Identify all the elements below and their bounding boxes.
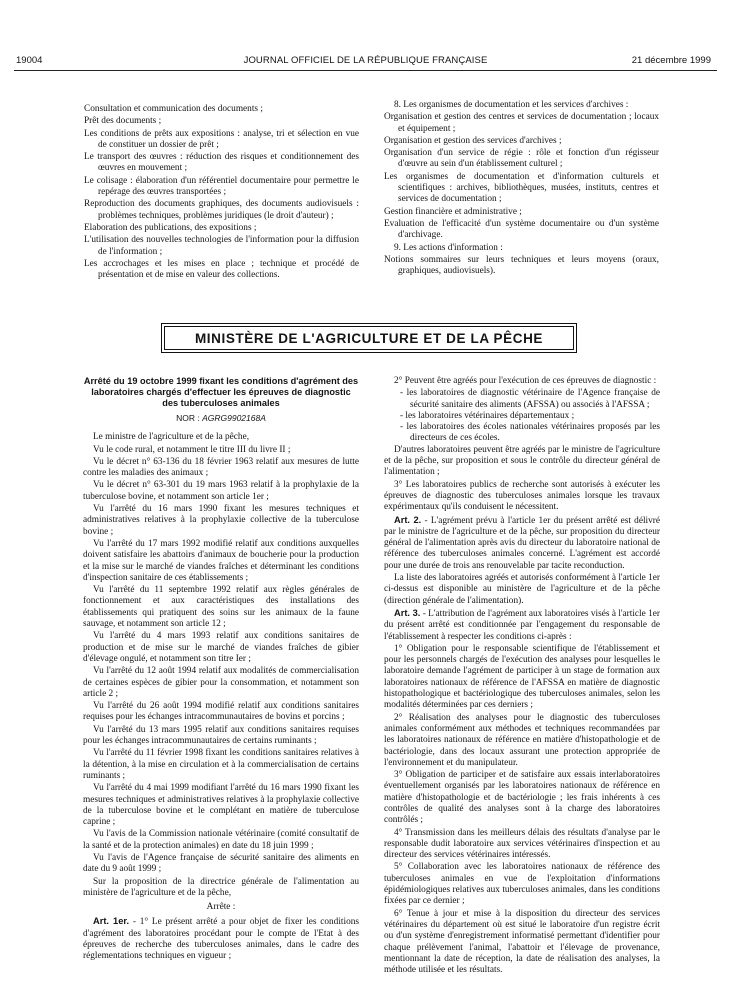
list-item: Notions sommaires sur leurs techniques et leurs moyens (oraux, graphiques, audiovisuels).: [384, 254, 659, 277]
arrete-left-column: [83, 376, 359, 964]
article-1-text: - 1° Le présent arrêté a pour objet de fixer les conditions d'agrément des laboratoires procédant pour le compte de l'Etat à des épreuves de recherche des tuberculoses animales, dans le cadre des réglementations techniques en vigueur ;: [83, 917, 359, 962]
visa: Vu l'arrêté du 11 février 1998 fixant les conditions sanitaires relatives à la détention, à la mise en circulation et à la commercialisation de certains ruminants ;: [83, 748, 359, 781]
header-rule: [14, 70, 717, 71]
article-3-text: - L'attribution de l'agrément aux laboratoires visés à l'article 1er du présent arrêté est conditionnée par l'engagement du responsable de l'établissement à respecter les conditions ci-après :: [384, 608, 660, 642]
list-item: Reproduction des documents graphiques, des documents audiovisuels : problèmes techniques, problèmes juridiques (le droit d'auteur) ;: [84, 199, 359, 221]
page-header: [14, 54, 717, 68]
visa: Vu l'arrêté du 11 septembre 1992 relatif aux règles générales de fonctionnement et aux caractéristiques des installations des établissements qui pratiquent des soins sur les animaux de la faune sauvage, et notamment son article 12 ;: [83, 585, 359, 630]
list-item: Evaluation de l'efficacité d'un système documentaire ou d'un système d'archivage.: [384, 218, 659, 241]
article-3: [384, 608, 660, 643]
list-item: Les accrochages et les mises en place ; technique et procédé de présentation et de mise en valeur des collections.: [84, 258, 359, 281]
visa: Vu l'arrêté du 26 août 1994 modifié relatif aux conditions sanitaires requises pour les échanges intracommunautaires de bovins et porcins ;: [83, 701, 359, 723]
article-1-paragraph: D'autres laboratoires peuvent être agréés par le ministre de l'agriculture et de la pêche, sur proposition et sous le contrôle du directeur général de l'alimentation ;: [384, 444, 660, 478]
ministry-title-box: [164, 326, 574, 350]
visa: Vu l'arrêté du 12 août 1994 relatif aux modalités de commercialisation de certaines espèces de gibier pour la consommation, et notamment son article 2 ;: [83, 666, 359, 699]
list-item: Le colisage : élaboration d'un référentiel documentaire pour permettre le repérage des œuvres transportées ;: [84, 175, 359, 198]
list-item: Gestion financière et administrative ;: [384, 206, 522, 217]
list-item: - les laboratoires de diagnostic vétérinaire de l'Agence française de sécurité sanitaire des aliments (AFSSA) ou associés à l'AFSSA ;: [400, 388, 660, 410]
list-item: - les laboratoires des écoles nationales vétérinaires proposés par les directeurs de ces écoles.: [400, 422, 660, 444]
visa: Vu l'arrêté du 4 mars 1993 relatif aux conditions sanitaires de production et de mise sur le marché de viandes fraîches de gibier d'élevage ongulé, et notamment son titre Ier ;: [83, 631, 359, 664]
list-item: Organisation et gestion des centres et services de documentation ; locaux et équipement ;: [384, 112, 659, 134]
top-right-column: [384, 100, 659, 278]
article-1: [83, 916, 359, 962]
list-item: 1° Obligation pour le responsable scientifique de l'établissement et pour les personnels chargés de l'exécution des analyses pour lesquelles le laboratoire demande l'agrément de participer à un stage de formation aux laboratoires nationaux de référence de l'AFSSA en matière de diagnostic histopathologique et bactériologique des tuberculoses animales, selon les modalités déterminées par ces derniers ;: [384, 643, 660, 711]
nor-label: NOR :: [176, 413, 203, 423]
visa: Vu le décret n° 63-301 du 19 mars 1963 relatif à la prophylaxie de la tuberculose bovine, et notamment son article 1er ;: [83, 480, 359, 502]
arrete-word: Arrête :: [206, 902, 236, 913]
nor-code: AGRG9902168A: [202, 413, 266, 423]
section-heading: 9. Les actions d'information :: [394, 242, 503, 253]
list-item: 2° Réalisation des analyses pour le diagnostic des tuberculoses animales conformément aux méthodes et techniques recommandées par les laboratoires nationaux de référence en matière d'histopathologie et de bactériologie, dans des locaux assurant une protection appropriée de l'environnement et du manipulateur.: [384, 712, 660, 768]
article-1-paragraph: 2° Peuvent être agréés pour l'exécution de ces épreuves de diagnostic :: [394, 376, 657, 386]
visa: Vu l'avis de l'Agence française de sécurité sanitaire des aliments en date du 9 août 1999 ;: [83, 852, 359, 875]
list-item: L'utilisation des nouvelles technologies de l'information pour la diffusion de l'information ;: [84, 235, 359, 257]
list-item: 5° Collaboration avec les laboratoires nationaux de référence des tuberculoses animales en vue de l'exploitation d'informations épidémiologiques relatives aux tuberculoses animales, dans les conditions fixées par ce dernier ;: [384, 862, 660, 907]
visa: Vu l'arrêté du 16 mars 1990 fixant les mesures techniques et administratives relatives à la prophylaxie collective de la tuberculose bovine ;: [83, 504, 359, 537]
visa: Vu l'arrêté du 13 mars 1995 relatif aux conditions sanitaires requises pour les échanges intracommunautaires de certains ruminants ;: [83, 724, 359, 747]
list-item: Elaboration des publications, des expositions ;: [84, 222, 257, 233]
list-item: 4° Transmission dans les meilleurs délais des résultats d'analyse par le responsable dudit laboratoire aux services vétérinaires d'inspection et au directeur des services vétérinaires intéressés.: [384, 827, 660, 861]
section-heading: 8. Les organismes de documentation et les services d'archives :: [394, 100, 629, 110]
arrete-intro: Le ministre de l'agriculture et de la pêche,: [93, 432, 250, 443]
visa: Sur la proposition de la directrice générale de l'alimentation au ministère de l'agriculture et de la pêche,: [83, 876, 359, 898]
list-item: Prêt des documents ;: [84, 116, 162, 127]
list-item: Le transport des œuvres : réduction des risques et conditionnement des œuvres en mouvement ;: [84, 152, 359, 174]
article-2: [384, 515, 660, 572]
list-item: Les organismes de documentation et d'information culturels et scientifiques : archives, bibliothèques, musées, instituts, centres et services de documentation ;: [384, 171, 659, 205]
list-item: Les conditions de prêts aux expositions : analyse, tri et sélection en vue de constituer un dossier de prêt ;: [84, 128, 359, 150]
list-item: Organisation et gestion des services d'archives ;: [384, 135, 562, 146]
visa: Vu le code rural, et notamment le titre III du livre II ;: [93, 444, 291, 455]
visa: Vu le décret n° 63-136 du 18 février 1963 relatif aux mesures de lutte contre les maladies des animaux ;: [83, 456, 359, 479]
list-item: 6° Tenue à jour et mise à la disposition du directeur des services vétérinaires du département où est situé le laboratoire d'un registre écrit ou d'un système d'enregistrement informatisé permettant d'identifier pour chaque prélèvement l'animal, l'abattoir et l'élevage de provenance, mentionnant la date de réception, la date de réalisation des analyses, la méthode utilisée et les résultats.: [384, 908, 660, 976]
arrete-title: Arrêté du 19 octobre 1999 fixant les conditions d'agrément des laboratoires chargés d'effectuer les épreuves de diagnostic des tuberculoses animales: [83, 376, 359, 408]
article-3-label: Art. 3.: [394, 607, 421, 618]
page-number: 19004: [16, 55, 43, 66]
article-2-paragraph: La liste des laboratoires agréés et autorisés conformément à l'article 1er ci-dessus est disponible au ministère de l'agriculture et de la pêche (direction générale de l'alimentation).: [384, 573, 661, 606]
arrete-right-column: [384, 376, 660, 977]
list-item: 3° Obligation de participer et de satisfaire aux essais interlaboratoires éventuellement organisés par les laboratoires nationaux de référence en matière d'histopathologie et de bactériologie ; les frais inhérents à ces contrôles de qualité des analyses sont à la charge des laboratoires contrôlés ;: [384, 770, 660, 826]
visa: Vu l'arrêté du 17 mars 1992 modifié relatif aux conditions auxquelles doivent satisfaire les abattoirs d'animaux de boucherie pour la production et la mise sur le marché de viandes fraîches et déterminant les conditions d'inspection sanitaire de ces établissements ;: [83, 538, 359, 583]
ministry-title: MINISTÈRE DE L'AGRICULTURE ET DE LA PÊCHE: [194, 330, 544, 346]
visa: Vu l'avis de la Commission nationale vétérinaire (comité consultatif de la santé et de la protection animales) en date du 18 juin 1999 ;: [83, 829, 359, 851]
list-item: Organisation d'un service de régie : rôle et fonction d'un régisseur d'œuvre au sein d'un établissement culturel ;: [384, 148, 659, 170]
issue-date: 21 décembre 1999: [631, 55, 711, 66]
article-2-label: Art. 2.: [394, 514, 422, 525]
article-1-label: Art. 1er.: [93, 916, 130, 927]
article-2-text: - L'agrément prévu à l'article 1er du présent arrêté est délivré par le ministre de l'agriculture et de la pêche, sur proposition du directeur général de l'alimentation après avis du directeur du laboratoire national de référence des tuberculoses animales concerné. L'agrément est accordé pour une durée de trois ans renouvelable par tacite reconduction.: [384, 515, 660, 571]
list-item: Consultation et communication des documents ;: [84, 104, 263, 114]
journal-title: JOURNAL OFFICIEL DE LA RÉPUBLIQUE FRANÇAISE: [243, 55, 488, 66]
article-1-paragraph: 3° Les laboratoires publics de recherche sont autorisés à exécuter les épreuves de diagnostic des tuberculoses animales lorsque les travaux expérimentaux qu'ils conduisent le nécessitent.: [384, 479, 660, 513]
top-left-column: [84, 104, 359, 282]
visa: Vu l'arrêté du 4 mai 1999 modifiant l'arrêté du 16 mars 1990 fixant les mesures techniques et administratives relatives à la prophylaxie collective de la tuberculose bovine et le complétant en matière de tuberculose caprine ;: [83, 783, 359, 828]
list-item: - les laboratoires vétérinaires départementaux ;: [400, 410, 575, 421]
nor-reference: [83, 413, 359, 424]
